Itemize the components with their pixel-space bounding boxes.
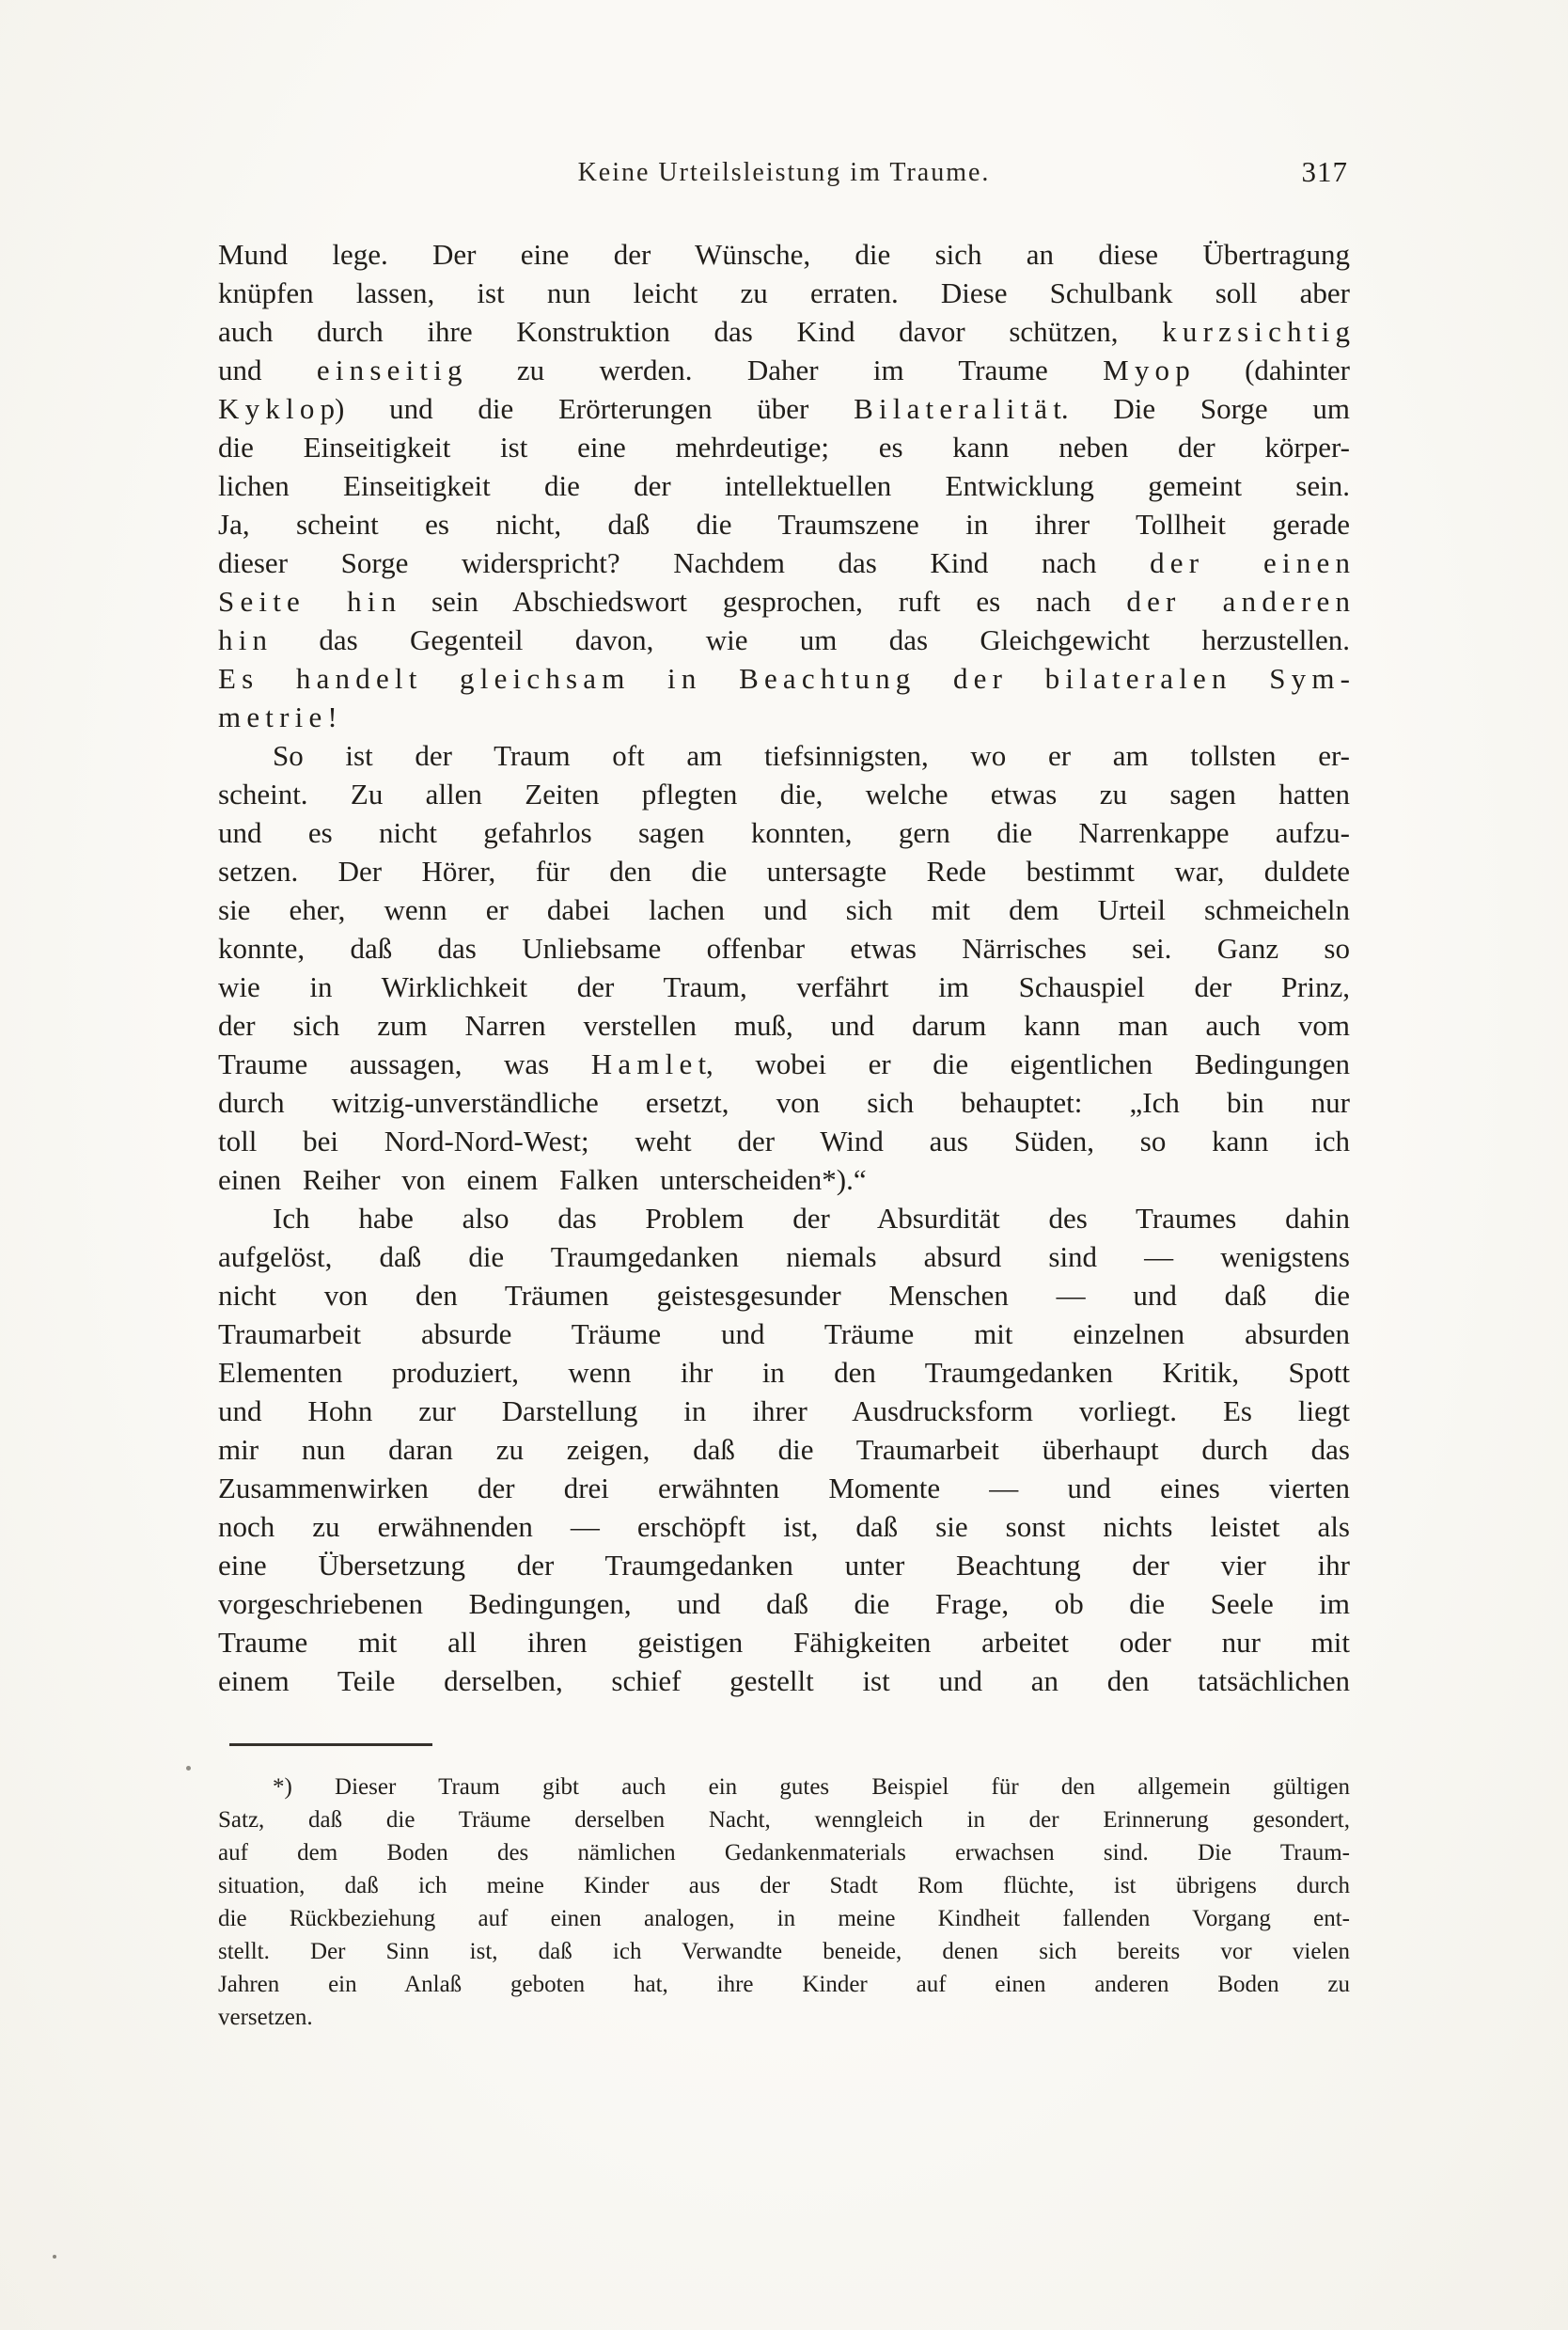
- footnote-line: *) Dieser Traum gibt auch ein gutes Beispiel für den allgemein gültigen: [273, 1774, 1350, 1800]
- footnote-separator: [229, 1743, 432, 1746]
- text-line: S e i t e h i n sein Abschiedswort gesprochen, ruft es nach d e r a n d e r e n: [218, 585, 1350, 618]
- text-line: und es nicht gefahrlos sagen konnten, gern die Narrenkappe aufzu-: [218, 816, 1350, 849]
- footnote-line: die Rückbeziehung auf einen analogen, in meine Kindheit fallenden Vorgang ent-: [218, 1906, 1350, 1931]
- running-header: [218, 155, 1350, 199]
- text-line: wie in Wirklichkeit der Traum, verfährt im Schauspiel der Prinz,: [218, 970, 1350, 1003]
- text-line: Mund lege. Der eine der Wünsche, die sich an diese Übertragung: [218, 238, 1350, 271]
- text-line: einem Teile derselben, schief gestellt ist und an den tatsächlichen: [218, 1664, 1350, 1697]
- footnote-line: auf dem Boden des nämlichen Gedankenmaterials erwachsen sind. Die Traum-: [218, 1840, 1350, 1866]
- running-title: Keine Urteilsleistung im Traume.: [577, 158, 991, 187]
- text-line: dieser Sorge widerspricht? Nachdem das Kind nach d e r e i n e n: [218, 546, 1350, 579]
- text-line: Zusammenwirken der drei erwähnten Momente — und eines vierten: [218, 1472, 1350, 1504]
- scan-speck: [186, 1766, 191, 1771]
- text-line: Elementen produziert, wenn ihr in den Traumgedanken Kritik, Spott: [218, 1356, 1350, 1389]
- footnote-line: Satz, daß die Träume derselben Nacht, wenngleich in der Erinnerung gesondert,: [218, 1807, 1350, 1833]
- text-line: der sich zum Narren verstellen muß, und darum kann man auch vom: [218, 1009, 1350, 1042]
- body-text: [218, 235, 1350, 1700]
- text-line: die Einseitigkeit ist eine mehrdeutige; es kann neben der körper-: [218, 431, 1350, 464]
- text-line: durch witzig-unverständliche ersetzt, von sich behauptet: „Ich bin nur: [218, 1086, 1350, 1119]
- text-line: Ich habe also das Problem der Absurdität des Traumes dahin: [273, 1202, 1350, 1235]
- text-line: noch zu erwähnenden — erschöpft ist, daß sie sonst nichts leistet als: [218, 1510, 1350, 1543]
- page-number: 317: [1301, 155, 1348, 188]
- text-line: nicht von den Träumen geistesgesunder Menschen — und daß die: [218, 1279, 1350, 1312]
- text-line: sie eher, wenn er dabei lachen und sich mit dem Urteil schmeicheln: [218, 893, 1350, 926]
- footnote-line: Jahren ein Anlaß geboten hat, ihre Kinder auf einen anderen Boden zu: [218, 1972, 1350, 1997]
- text-line: toll bei Nord-Nord-West; weht der Wind aus Süden, so kann ich: [218, 1125, 1350, 1157]
- text-line: scheint. Zu allen Zeiten pflegten die, welche etwas zu sagen hatten: [218, 778, 1350, 811]
- text-line: m e t r i e !: [218, 701, 337, 733]
- text-line: Traumarbeit absurde Träume und Träume mit einzelnen absurden: [218, 1317, 1350, 1350]
- text-line: So ist der Traum oft am tiefsinnigsten, wo er am tollsten er-: [273, 739, 1350, 772]
- text-line: Traume aussagen, was H a m l e t, wobei er die eigentlichen Bedingungen: [218, 1047, 1350, 1080]
- text-line: lichen Einseitigkeit die der intellektuellen Entwicklung gemeint sein.: [218, 469, 1350, 502]
- text-block: [218, 155, 1350, 2034]
- text-line: einen Reiher von einem Falken unterscheiden*).“: [218, 1163, 867, 1196]
- footnote: [218, 1771, 1350, 2034]
- text-line: E s h a n d e l t g l e i c h s a m i n B e a c h t u n g d e r b i l a t e r a l e n S y m -: [218, 662, 1350, 695]
- text-line: K y k l o p) und die Erörterungen über B i l a t e r a l i t ä t. Die Sorge um: [218, 392, 1350, 425]
- footnote-line: stellt. Der Sinn ist, daß ich Verwandte beneide, denen sich bereits vor vielen: [218, 1939, 1350, 1964]
- footnote-line: situation, daß ich meine Kinder aus der Stadt Rom flüchte, ist übrigens durch: [218, 1873, 1350, 1898]
- footnote-line: versetzen.: [218, 2005, 313, 2030]
- text-line: eine Übersetzung der Traumgedanken unter Beachtung der vier ihr: [218, 1549, 1350, 1582]
- text-line: und e i n s e i t i g zu werden. Daher im Traume M y o p (dahinter: [218, 354, 1350, 386]
- text-line: h i n das Gegenteil davon, wie um das Gleichgewicht herzustellen.: [218, 623, 1350, 656]
- text-line: setzen. Der Hörer, für den die untersagte Rede bestimmt war, duldete: [218, 855, 1350, 888]
- text-line: auch durch ihre Konstruktion das Kind davor schützen, k u r z s i c h t i g: [218, 315, 1350, 348]
- scan-speck: [53, 2255, 56, 2259]
- text-line: knüpfen lassen, ist nun leicht zu erraten. Diese Schulbank soll aber: [218, 276, 1350, 309]
- text-line: konnte, daß das Unliebsame offenbar etwas Närrisches sei. Ganz so: [218, 932, 1350, 965]
- text-line: Ja, scheint es nicht, daß die Traumszene in ihrer Tollheit gerade: [218, 508, 1350, 541]
- text-line: und Hohn zur Darstellung in ihrer Ausdrucksform vorliegt. Es liegt: [218, 1394, 1350, 1427]
- text-line: vorgeschriebenen Bedingungen, und daß die Frage, ob die Seele im: [218, 1587, 1350, 1620]
- text-line: aufgelöst, daß die Traumgedanken niemals absurd sind — wenigstens: [218, 1240, 1350, 1273]
- text-line: mir nun daran zu zeigen, daß die Traumarbeit überhaupt durch das: [218, 1433, 1350, 1466]
- text-line: Traume mit all ihren geistigen Fähigkeiten arbeitet oder nur mit: [218, 1626, 1350, 1659]
